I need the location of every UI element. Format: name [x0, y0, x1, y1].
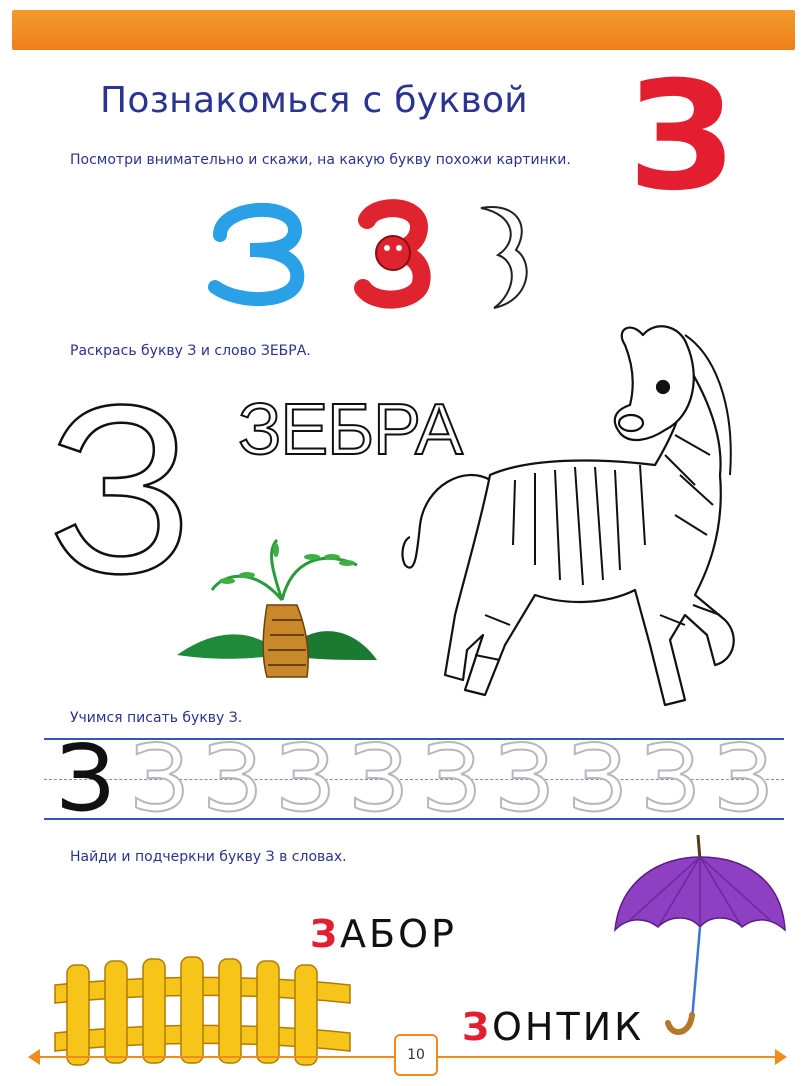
trace-letter[interactable]: З [130, 725, 189, 832]
zebra-icon [395, 315, 795, 715]
arrow-left-icon [28, 1049, 40, 1065]
umbrella-icon [610, 835, 790, 1045]
trace-letter[interactable]: З [641, 725, 700, 832]
fence-icon [55, 955, 355, 1070]
word-rest: АБОР [340, 912, 457, 956]
word-rest: ОНТИК [492, 1005, 645, 1049]
outline-letter-text: З [48, 355, 193, 623]
arrow-right-icon [775, 1049, 787, 1065]
trace-letter[interactable]: З [568, 725, 627, 832]
featured-letter: З [628, 50, 735, 224]
instruction-color: Раскрась букву З и слово ЗЕБРА. [70, 343, 311, 359]
instruction-look: Посмотри внимательно и скажи, на какую букву похожи картинки. [70, 152, 571, 168]
instruction-write: Учимся писать букву З. [70, 710, 243, 726]
trace-letter[interactable]: З [495, 725, 554, 832]
outline-word-text: ЗЕБРА [238, 390, 463, 470]
palm-plant-icon [172, 535, 382, 685]
moon-letter-icon [476, 200, 536, 310]
writing-sample-letter: З [56, 725, 115, 832]
trace-letter[interactable]: З [349, 725, 408, 832]
trace-letter[interactable]: З [203, 725, 262, 832]
trace-letter[interactable]: З [422, 725, 481, 832]
trace-letter[interactable]: З [276, 725, 335, 832]
crab-letter-icon [355, 198, 435, 308]
page-title: Познакомься с буквой [100, 80, 528, 121]
word-zabor[interactable] [310, 912, 457, 956]
snake-letter-icon [205, 195, 315, 305]
instruction-find: Найди и подчеркни букву З в словах. [70, 849, 347, 865]
page-number: 10 [394, 1034, 438, 1076]
word-first-letter: З [462, 1005, 492, 1049]
trace-letter[interactable]: З [714, 725, 773, 832]
word-first-letter: З [310, 912, 340, 956]
top-decorative-band [12, 10, 795, 50]
